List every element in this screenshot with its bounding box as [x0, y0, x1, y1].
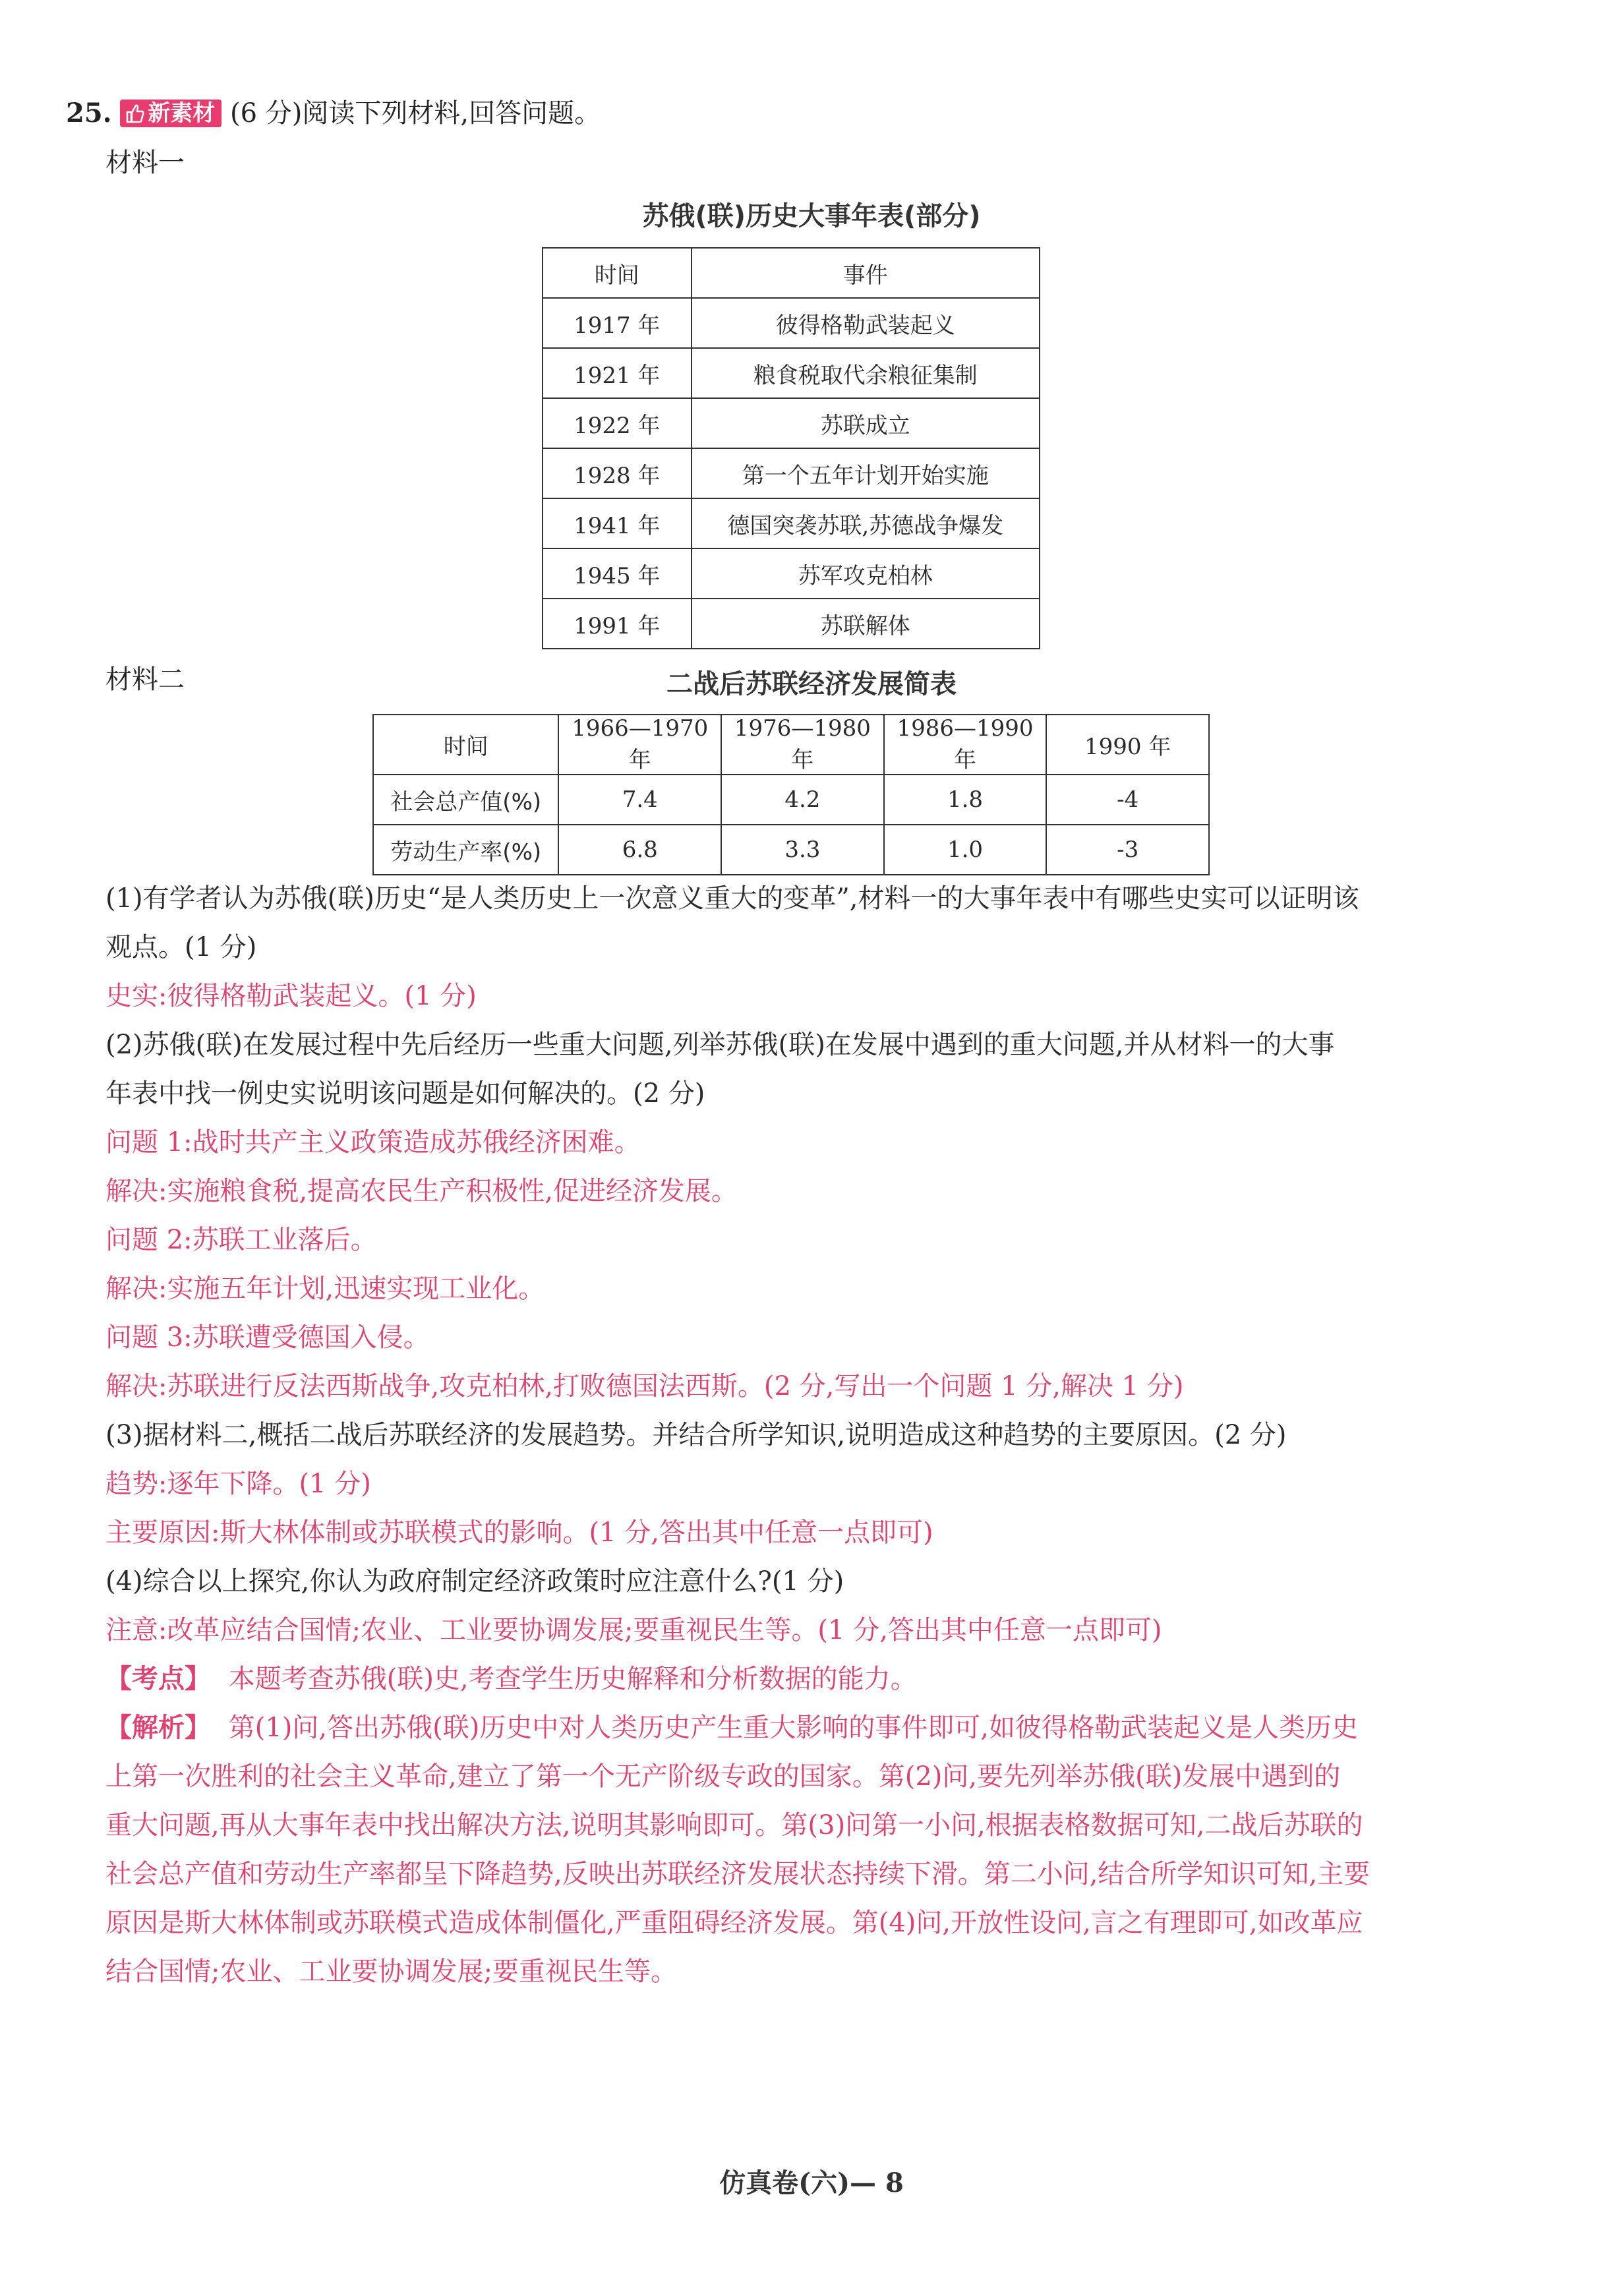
- table-cell: 苏联解体: [692, 599, 1040, 649]
- table-cell: -3: [1046, 825, 1209, 875]
- answer-line: 史实:彼得格勒武装起义。(1 分): [105, 981, 477, 1011]
- answer-line: 趋势:逐年下降。(1 分): [105, 1469, 371, 1499]
- table-cell: 劳动生产率(%): [373, 825, 558, 875]
- question-header: [66, 96, 601, 131]
- table-header-cell: 1976—1980 年: [721, 715, 884, 775]
- kaodian-line: [105, 1663, 1503, 1695]
- table-cell: 粮食税取代余粮征集制: [692, 348, 1040, 398]
- answer-line: 问题 2:苏联工业落后。: [105, 1225, 377, 1255]
- table-row: [543, 398, 1040, 448]
- table-cell: 苏军攻克柏林: [692, 548, 1040, 599]
- table-cell: 7.4: [558, 775, 721, 825]
- answer-line: 主要原因:斯大林体制或苏联模式的影响。(1 分,答出其中任意一点即可): [105, 1517, 933, 1548]
- table-header-row: [543, 248, 1040, 298]
- jiexi-line: 重大问题,再从大事年表中找出解决方法,说明其影响即可。第(3)问第一小问,根据表格数据可知,二战后苏联的: [105, 1810, 1363, 1840]
- thumbs-up-icon: [125, 103, 145, 124]
- economy-table: [372, 714, 1210, 875]
- table-cell: 1928 年: [543, 448, 692, 498]
- material2-title: 二战后苏联经济发展简表: [666, 669, 957, 699]
- badge-label: 新素材: [148, 100, 216, 127]
- question-1-line: (1)有学者认为苏俄(联)历史“是人类历史上一次意义重大的变革”,材料一的大事年表中有哪些史实可以证明该: [105, 883, 1359, 914]
- jiexi-text: 第(1)问,答出苏俄(联)历史中对人类历史产生重大影响的事件即可,如彼得格勒武装起义是人类历史: [228, 1713, 1359, 1743]
- table-row: [543, 498, 1040, 548]
- question-2-line: 年表中找一例史实说明该问题是如何解决的。(2 分): [105, 1078, 705, 1109]
- table-cell: 社会总产值(%): [373, 775, 558, 825]
- table-cell: 苏联成立: [692, 398, 1040, 448]
- material1-title: 苏俄(联)历史大事年表(部分): [642, 201, 981, 231]
- jiexi-line: 社会总产值和劳动生产率都呈下降趋势,反映出苏联经济发展状态持续下滑。第二小问,结合所学知识可知,主要: [105, 1859, 1371, 1889]
- table-header-row: [373, 715, 1209, 775]
- new-material-badge: [120, 100, 221, 127]
- question-2-line: (2)苏俄(联)在发展过程中先后经历一些重大问题,列举苏俄(联)在发展中遇到的重大问题,并从材料一的大事: [105, 1030, 1335, 1060]
- table-row: [543, 548, 1040, 599]
- question-number: 25.: [66, 98, 112, 129]
- answer-line: 解决:实施五年计划,迅速实现工业化。: [105, 1274, 545, 1304]
- table-row: [543, 348, 1040, 398]
- jiexi-line: 上第一次胜利的社会主义革命,建立了第一个无产阶级专政的国家。第(2)问,要先列举苏俄(联)发展中遇到的: [105, 1761, 1341, 1792]
- table-cell: 第一个五年计划开始实施: [692, 448, 1040, 498]
- table-cell: 彼得格勒武装起义: [692, 298, 1040, 348]
- kaodian-text: 本题考查苏俄(联)史,考查学生历史解释和分析数据的能力。: [228, 1664, 917, 1694]
- jiexi-line: 结合国情;农业、工业要协调发展;要重视民生等。: [105, 1957, 677, 1987]
- table-header-cell: 时间: [373, 715, 558, 775]
- table-header-cell: 事件: [692, 248, 1040, 298]
- table-cell: 3.3: [721, 825, 884, 875]
- table-cell: 1921 年: [543, 348, 692, 398]
- material1-label: 材料一: [105, 148, 185, 178]
- kaodian-tag: 【考点】: [105, 1664, 211, 1694]
- answer-line: 注意:改革应结合国情;农业、工业要协调发展;要重视民生等。(1 分,答出其中任意一点即可): [105, 1615, 1162, 1645]
- jiexi-line: [105, 1711, 1503, 1744]
- table-row: [373, 775, 1209, 825]
- table-row: [543, 599, 1040, 649]
- table-header-cell: 1966—1970 年: [558, 715, 721, 775]
- table-cell: 1917 年: [543, 298, 692, 348]
- events-table: [542, 247, 1040, 649]
- table-cell: 1941 年: [543, 498, 692, 548]
- table-cell: 德国突袭苏联,苏德战争爆发: [692, 498, 1040, 548]
- table-cell: 6.8: [558, 825, 721, 875]
- table-header-cell: 1986—1990 年: [884, 715, 1047, 775]
- table-cell: 1991 年: [543, 599, 692, 649]
- table-row: [543, 298, 1040, 348]
- table-header-cell: 1990 年: [1046, 715, 1209, 775]
- jiexi-line: 原因是斯大林体制或苏联模式造成体制僵化,严重阻碍经济发展。第(4)问,开放性设问,言之有理即可,如改革应: [105, 1908, 1363, 1938]
- answer-line: 解决:实施粮食税,提高农民生产积极性,促进经济发展。: [105, 1176, 738, 1206]
- page-footer: 仿真卷(六)— 8: [719, 2167, 904, 2198]
- answer-line: 解决:苏联进行反法西斯战争,攻克柏林,打败德国法西斯。(2 分,写出一个问题 1 分,解决 1 分): [105, 1371, 1184, 1401]
- table-cell: 1.8: [884, 775, 1047, 825]
- table-cell: 1922 年: [543, 398, 692, 448]
- table-cell: 1.0: [884, 825, 1047, 875]
- table-cell: 4.2: [721, 775, 884, 825]
- material2-label: 材料二: [105, 664, 185, 695]
- question-4-line: (4)综合以上探究,你认为政府制定经济政策时应注意什么?(1 分): [105, 1566, 844, 1597]
- question-1-line: 观点。(1 分): [105, 932, 257, 962]
- table-row: [543, 448, 1040, 498]
- table-row: [373, 825, 1209, 875]
- answer-line: 问题 1:战时共产主义政策造成苏俄经济困难。: [105, 1127, 641, 1158]
- table-cell: -4: [1046, 775, 1209, 825]
- jiexi-tag: 【解析】: [105, 1713, 211, 1743]
- table-header-cell: 时间: [543, 248, 692, 298]
- answer-line: 问题 3:苏联遭受德国入侵。: [105, 1322, 430, 1353]
- question-3-line: (3)据材料二,概括二战后苏联经济的发展趋势。并结合所学知识,说明造成这种趋势的主要原因。(2 分): [105, 1420, 1287, 1450]
- question-intro: (6 分)阅读下列材料,回答问题。: [230, 98, 601, 129]
- table-cell: 1945 年: [543, 548, 692, 599]
